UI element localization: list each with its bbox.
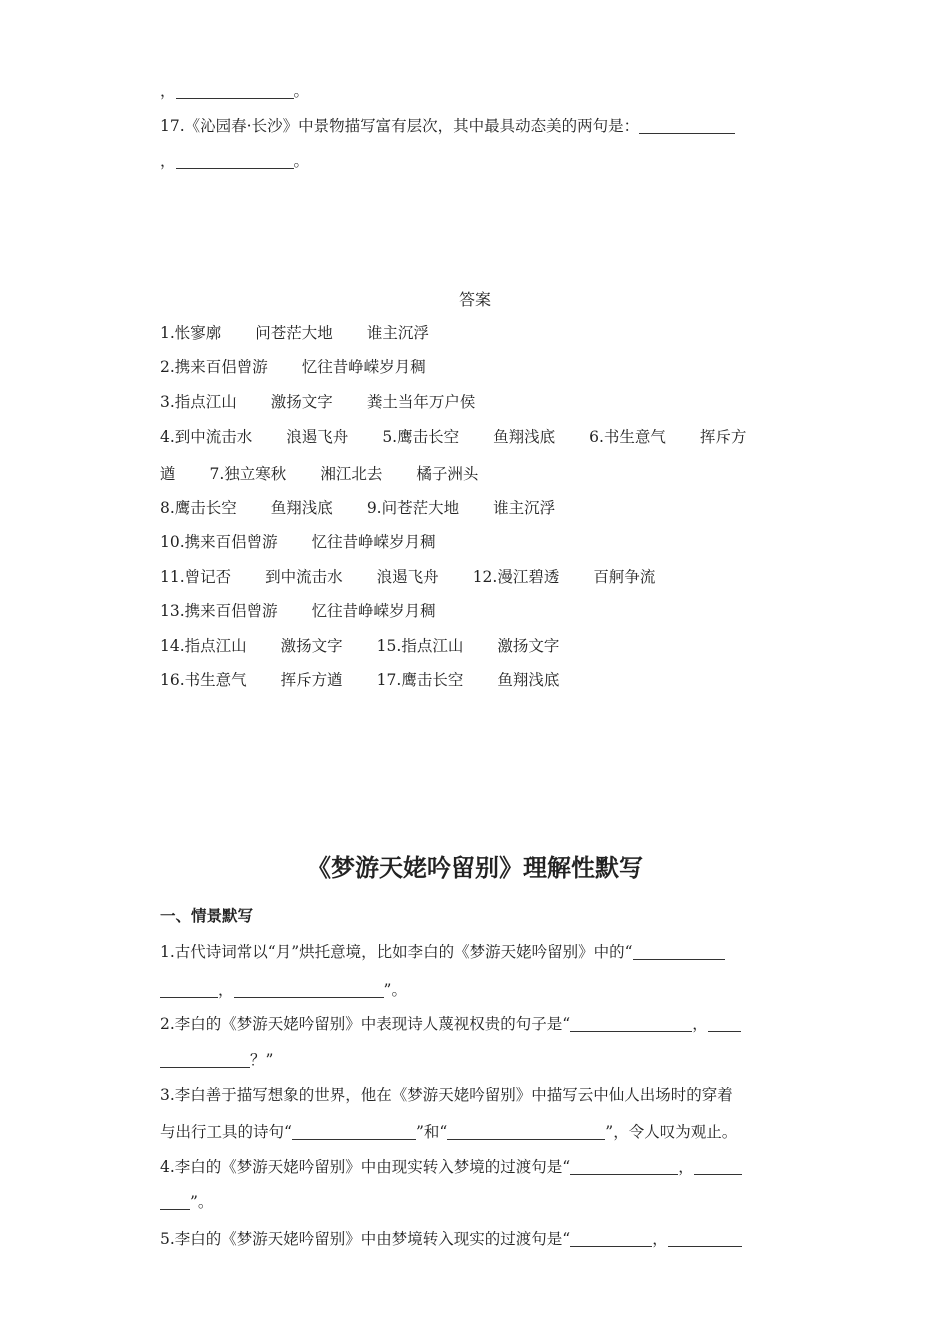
answer-line xyxy=(160,391,790,413)
answer-item: 6.书生意气 xyxy=(589,428,666,446)
answer-blank[interactable] xyxy=(570,1230,652,1247)
answer-item: 2.携来百侣曾游 xyxy=(160,358,268,376)
answer-blank[interactable] xyxy=(639,117,735,134)
punct: ， xyxy=(218,981,234,999)
section-heading: 一、情景默写 xyxy=(160,906,254,925)
question-1-cont xyxy=(160,979,790,1001)
answer-item: 激扬文字 xyxy=(497,637,560,655)
answer-blank[interactable] xyxy=(570,1158,678,1175)
answer-item: 10.携来百侣曾游 xyxy=(160,533,278,551)
answer-line xyxy=(160,600,790,622)
answer-item: 谁主沉浮 xyxy=(493,499,556,517)
punct: ”和“ xyxy=(415,1123,448,1141)
punct: ？” xyxy=(250,1051,274,1069)
answer-blank[interactable] xyxy=(668,1230,742,1247)
question-3-cont xyxy=(160,1121,790,1143)
answer-item: 挥斥方遒 xyxy=(280,671,343,689)
question-3: 3.李白善于描写想象的世界，他在《梦游天姥吟留别》中描写云中仙人出场时的穿着 xyxy=(160,1086,733,1104)
answer-item: 浪遏飞舟 xyxy=(376,568,439,586)
answer-item: 谁主沉浮 xyxy=(366,324,429,342)
answer-blank[interactable] xyxy=(176,82,294,99)
question-2-cont xyxy=(160,1049,790,1071)
punct: ”，令人叹为观止。 xyxy=(605,1123,738,1141)
question-text: 5.李白的《梦游天姥吟留别》中由梦境转入现实的过渡句是“ xyxy=(160,1230,571,1248)
answer-item: 3.指点江山 xyxy=(160,393,237,411)
punct: 。 xyxy=(293,152,310,170)
answer-blank[interactable] xyxy=(160,1193,190,1210)
punct: ， xyxy=(160,82,176,100)
answer-line xyxy=(160,669,790,691)
answer-title: 答案 xyxy=(458,290,491,309)
question-text: 17.《沁园春·长沙》中景物描写富有层次，其中最具动态美的两句是： xyxy=(160,117,640,135)
answer-item: 忆往昔峥嵘岁月稠 xyxy=(301,358,426,376)
answer-blank[interactable] xyxy=(708,1015,741,1032)
punct: ， xyxy=(160,152,176,170)
answer-blank[interactable] xyxy=(176,152,294,169)
answer-line xyxy=(160,497,790,519)
answer-item: 15.指点江山 xyxy=(376,637,464,655)
answer-item: 12.漫江碧透 xyxy=(472,568,560,586)
question-4-cont xyxy=(160,1191,790,1213)
answer-line xyxy=(160,356,790,378)
question-4 xyxy=(160,1156,790,1178)
answer-item: 遒 xyxy=(160,465,176,483)
answer-item: 橘子洲头 xyxy=(416,465,479,483)
answer-item: 8.鹰击长空 xyxy=(160,499,237,517)
answer-item: 粪土当年万户侯 xyxy=(366,393,476,411)
question-text: 与出行工具的诗句“ xyxy=(160,1123,292,1141)
answer-item: 激扬文字 xyxy=(280,637,343,655)
question-text: 1.古代诗词常以“月”烘托意境，比如李白的《梦游天姥吟留别》中的“ xyxy=(160,943,633,961)
punct: ， xyxy=(678,1158,694,1176)
answer-item: 4.到中流击水 xyxy=(160,428,253,446)
answer-blank[interactable] xyxy=(234,981,384,998)
answer-item: 9.问苍茫大地 xyxy=(366,499,460,517)
punct: ”。 xyxy=(383,981,407,999)
answer-line xyxy=(160,463,790,485)
answer-item: 湘江北去 xyxy=(320,465,383,483)
answer-blank[interactable] xyxy=(160,1051,250,1068)
answer-item: 11.曾记否 xyxy=(160,568,232,586)
answer-item: 鱼翔浅底 xyxy=(493,428,556,446)
answer-blank[interactable] xyxy=(447,1123,605,1140)
answer-item: 1.怅寥廓 xyxy=(160,324,222,342)
answer-item: 忆往昔峥嵘岁月稠 xyxy=(311,533,436,551)
punct: ， xyxy=(692,1015,708,1033)
question-17-cont xyxy=(160,150,790,172)
answer-item: 7.独立寒秋 xyxy=(209,465,287,483)
answer-line xyxy=(160,322,790,344)
answer-item: 激扬文字 xyxy=(270,393,333,411)
answer-blank[interactable] xyxy=(633,943,725,960)
question-17 xyxy=(160,115,790,137)
answer-item: 忆往昔峥嵘岁月稠 xyxy=(311,602,436,620)
question-2 xyxy=(160,1013,790,1035)
answer-blank[interactable] xyxy=(160,981,218,998)
answer-item: 16.书生意气 xyxy=(160,671,247,689)
answer-item: 问苍茫大地 xyxy=(255,324,333,342)
answer-item: 13.携来百侣曾游 xyxy=(160,602,278,620)
question-text: 4.李白的《梦游天姥吟留别》中由现实转入梦境的过渡句是“ xyxy=(160,1158,571,1176)
answer-item: 鱼翔浅底 xyxy=(270,499,333,517)
answer-item: 鱼翔浅底 xyxy=(497,671,560,689)
answer-item: 挥斥方 xyxy=(699,428,747,446)
answer-line xyxy=(160,566,790,588)
question-text: 2.李白的《梦游天姥吟留别》中表现诗人蔑视权贵的句子是“ xyxy=(160,1015,571,1033)
punct: ”。 xyxy=(190,1193,214,1211)
question-5 xyxy=(160,1228,790,1250)
answer-line xyxy=(160,531,790,553)
question-1 xyxy=(160,941,790,963)
answer-blank[interactable] xyxy=(292,1123,416,1140)
continuation-line xyxy=(160,80,790,102)
answer-blank[interactable] xyxy=(570,1015,692,1032)
answer-item: 到中流击水 xyxy=(265,568,343,586)
answer-line xyxy=(160,635,790,657)
answer-item: 14.指点江山 xyxy=(160,637,247,655)
answer-item: 17.鹰击长空 xyxy=(376,671,464,689)
answer-blank[interactable] xyxy=(694,1158,742,1175)
answer-item: 浪遏飞舟 xyxy=(286,428,349,446)
answer-line xyxy=(160,426,790,448)
punct: 。 xyxy=(293,82,310,100)
page-title: 《梦游天姥吟留别》理解性默写 xyxy=(307,853,643,882)
answer-item: 5.鹰击长空 xyxy=(382,428,460,446)
punct: ， xyxy=(652,1230,668,1248)
answer-item: 百舸争流 xyxy=(593,568,656,586)
